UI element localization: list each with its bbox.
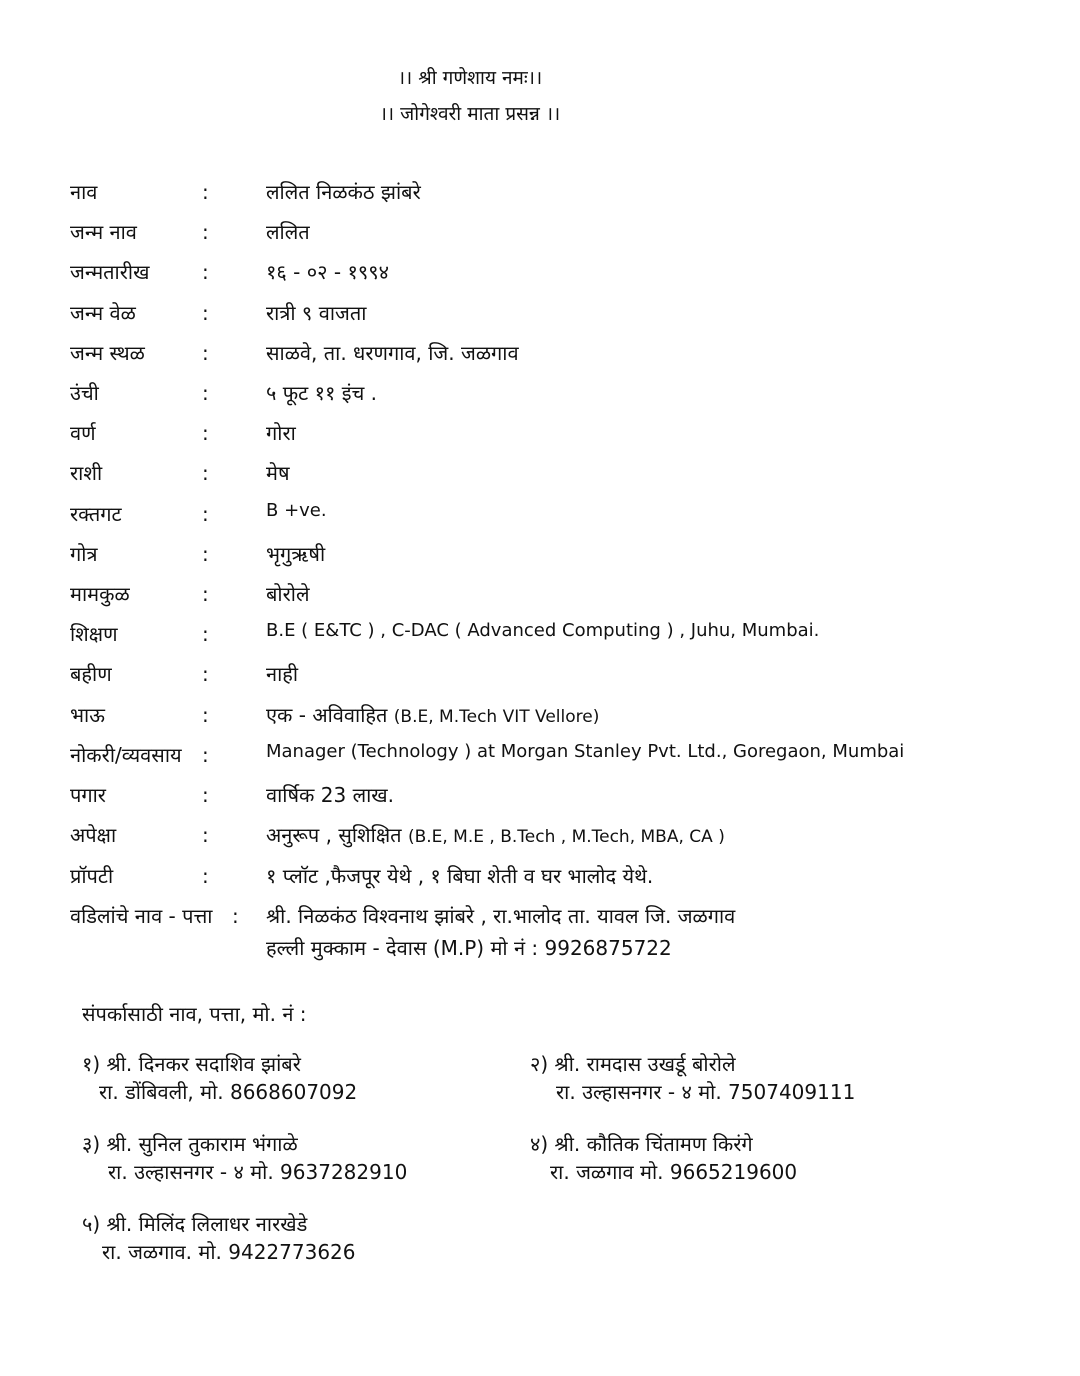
detail-colon: :: [202, 823, 209, 847]
detail-colon: :: [202, 220, 209, 244]
detail-row-birth-date: [70, 258, 1030, 292]
detail-label: बहीण: [70, 662, 112, 686]
detail-colon: :: [202, 783, 209, 807]
detail-colon: :: [202, 622, 209, 646]
contacts-heading: संपर्कासाठी नाव, पत्ता, मो. नं :: [82, 1002, 307, 1026]
detail-value: मेष: [266, 461, 290, 485]
detail-label: वर्ण: [70, 421, 96, 445]
contact-2: [530, 1050, 855, 1106]
detail-colon: :: [202, 582, 209, 606]
detail-value: ललित निळकंठ झांबरे: [266, 180, 421, 204]
detail-colon: :: [202, 341, 209, 365]
detail-label: वडिलांचे नाव - पत्ता: [70, 904, 213, 928]
detail-colon: :: [202, 260, 209, 284]
contact-4: [530, 1130, 797, 1186]
detail-label: उंची: [70, 381, 99, 405]
detail-row-father: [70, 902, 1030, 972]
brother-status: एक - अविवाहित: [266, 703, 388, 727]
detail-label: जन्म वेळ: [70, 301, 136, 325]
detail-row-education: [70, 620, 1030, 654]
detail-colon: :: [202, 180, 209, 204]
detail-value: साळवे, ता. धरणगाव, जि. जळगाव: [266, 341, 519, 365]
contact-detail: रा. डोंबिवली, मो. 8668607092: [99, 1080, 358, 1104]
contact-name: ३) श्री. सुनिल तुकाराम भंगाळे: [82, 1132, 298, 1156]
detail-colon: :: [202, 662, 209, 686]
detail-label: प्रॉपटी: [70, 864, 114, 888]
contact-detail: रा. उल्हासनगर - ४ मो. 9637282910: [108, 1160, 408, 1184]
detail-row-rashi: [70, 459, 1030, 493]
detail-colon: :: [202, 461, 209, 485]
contact-name: २) श्री. रामदास उखर्डू बोरोले: [530, 1052, 736, 1076]
detail-colon: :: [202, 502, 209, 526]
detail-row-name: [70, 178, 1030, 212]
detail-row-gotra: [70, 540, 1030, 574]
detail-colon: :: [202, 381, 209, 405]
detail-label: पगार: [70, 783, 106, 807]
detail-value: गोरा: [266, 421, 296, 445]
contact-5: [82, 1210, 356, 1266]
brother-qualification: (B.E, M.Tech VIT Vellore): [393, 707, 600, 727]
detail-value: भृगुऋषी: [266, 542, 326, 566]
detail-colon: :: [232, 904, 239, 928]
detail-colon: :: [202, 864, 209, 888]
detail-label: मामकुळ: [70, 582, 130, 606]
expectation-qualifications: (B.E, M.E , B.Tech , M.Tech, MBA, CA ): [407, 827, 725, 847]
detail-colon: :: [202, 421, 209, 445]
detail-row-blood-group: [70, 500, 1030, 534]
detail-label: नोकरी/व्यवसाय: [70, 743, 182, 767]
detail-label: राशी: [70, 461, 103, 485]
detail-row-sister: [70, 660, 1030, 694]
contact-detail: रा. जळगाव मो. 9665219600: [550, 1160, 798, 1184]
detail-value: [266, 821, 725, 848]
contact-3: [82, 1130, 407, 1186]
detail-colon: :: [202, 703, 209, 727]
detail-row-mamkul: [70, 580, 1030, 614]
detail-label: भाऊ: [70, 703, 105, 727]
invocation-line-2: ।। जोगेश्वरी माता प्रसन्न ।।: [379, 103, 561, 125]
contact-1: [82, 1050, 357, 1106]
detail-label: नाव: [70, 180, 98, 204]
detail-row-brother: [70, 701, 1030, 735]
detail-row-property: [70, 862, 1030, 896]
detail-colon: :: [202, 301, 209, 325]
detail-label: शिक्षण: [70, 622, 118, 646]
detail-value: Manager (Technology ) at Morgan Stanley Pvt. Ltd., Goregaon, Mumbai: [266, 741, 905, 762]
detail-value: [266, 701, 599, 728]
invocation-line-1: ।। श्री गणेशाय नमः।।: [397, 67, 543, 89]
detail-value: ५ फूट ११ इंच .: [266, 381, 378, 405]
contact-name: १) श्री. दिनकर सदाशिव झांबरे: [82, 1052, 301, 1076]
detail-row-salary: [70, 781, 1030, 815]
detail-label: जन्मतारीख: [70, 260, 150, 284]
detail-value: ललित: [266, 220, 310, 244]
expectation-text: अनुरूप , सुशिक्षित: [266, 823, 402, 847]
contact-name: ५) श्री. मिलिंद लिलाधर नारखेडे: [82, 1212, 308, 1236]
detail-colon: :: [202, 743, 209, 767]
detail-label: गोत्र: [70, 542, 98, 566]
detail-row-height: [70, 379, 1030, 413]
detail-value: नाही: [266, 662, 299, 686]
detail-label: रक्तगट: [70, 502, 122, 526]
contact-detail: रा. जळगाव. मो. 9422773626: [102, 1240, 356, 1264]
detail-label: अपेक्षा: [70, 823, 117, 847]
detail-colon: :: [202, 542, 209, 566]
detail-label: जन्म स्थळ: [70, 341, 145, 365]
detail-value: B.E ( E&TC ) , C-DAC ( Advanced Computing ) , Juhu, Mumbai.: [266, 620, 820, 641]
father-address-line-2: हल्ली मुक्काम - देवास (M.P) मो नं : 9926875722: [266, 936, 672, 960]
detail-value: १ प्लॉट ,फैजपूर येथे , १ बिघा शेती व घर भालोद येथे.: [266, 864, 654, 888]
detail-row-occupation: [70, 741, 1030, 775]
contact-name: ४) श्री. कौतिक चिंतामण किरंगे: [530, 1132, 753, 1156]
detail-value: १६ - ०२ - १९९४: [266, 260, 390, 284]
detail-value: वार्षिक 23 लाख.: [266, 783, 395, 807]
detail-row-birth-time: [70, 299, 1030, 333]
father-address-line-1: श्री. निळकंठ विश्वनाथ झांबरे , रा.भालोद ता. यावल जि. जळगाव: [266, 904, 736, 928]
detail-row-birth-name: [70, 218, 1030, 252]
detail-value: B +ve.: [266, 500, 327, 521]
detail-value: रात्री ९ वाजता: [266, 301, 367, 325]
detail-row-birth-place: [70, 339, 1030, 373]
contact-detail: रा. उल्हासनगर - ४ मो. 7507409111: [556, 1080, 856, 1104]
detail-row-expectation: [70, 821, 1030, 855]
detail-value: बोरोले: [266, 582, 310, 606]
detail-row-complexion: [70, 419, 1030, 453]
detail-label: जन्म नाव: [70, 220, 137, 244]
